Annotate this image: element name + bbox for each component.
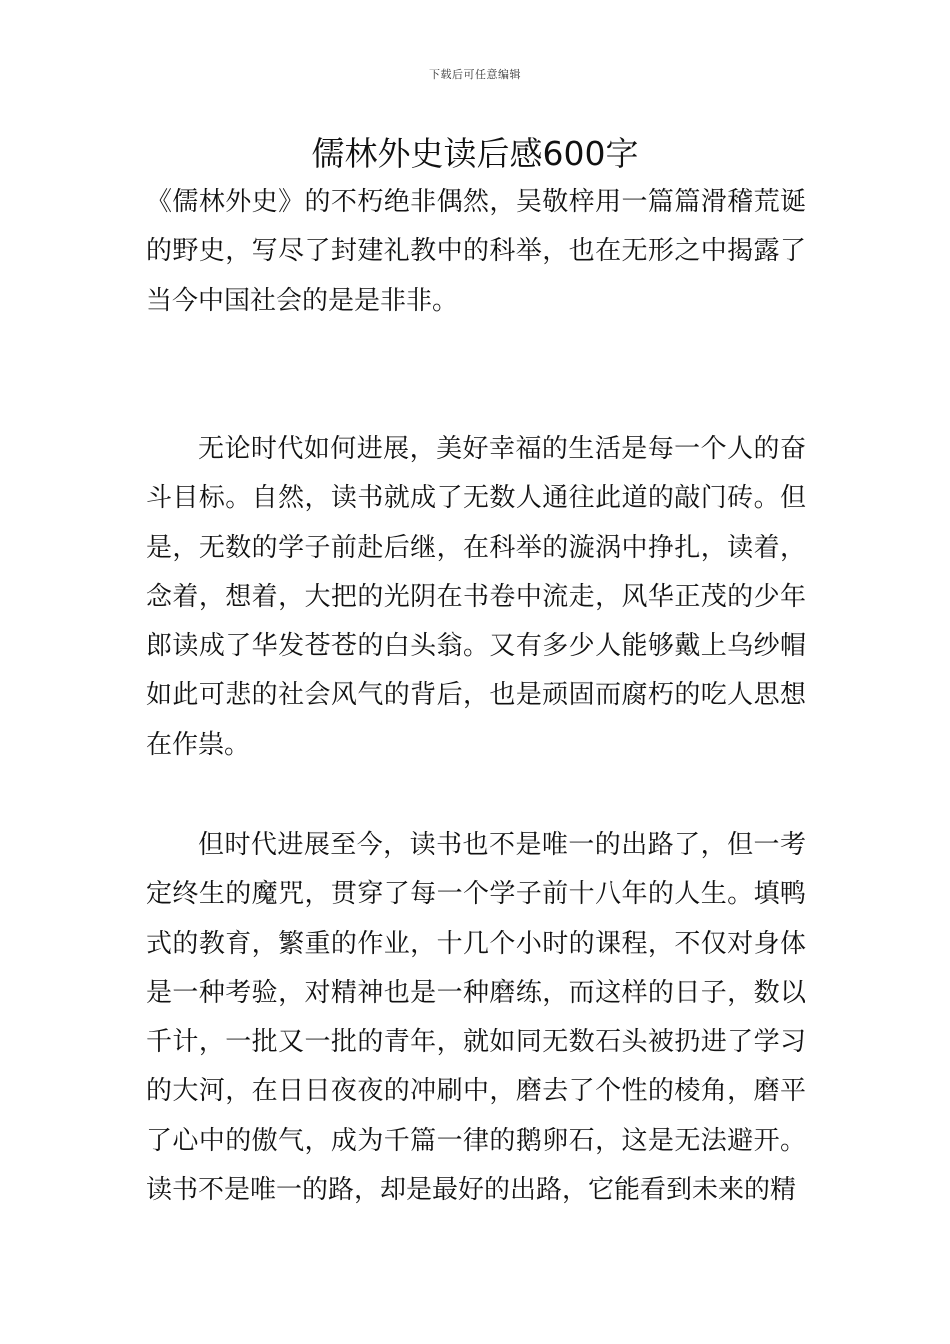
header-note: 下载后可任意编辑 — [429, 68, 521, 81]
page-title: 儒林外史读后感600字 — [311, 134, 639, 173]
paragraph-3: 但时代进展至今，读书也不是唯一的出路了，但一考定终生的魔咒，贯穿了每一个学子前十八年的人生。填鸭式的教育，繁重的作业，十几个小时的课程，不仅对身体是一种考验，对精神也是一种磨练，而这样的日子，数以千计，一批又一批的青年，就如同无数石头被扔进了学习的大河，在日日夜夜的冲刷中，磨去了个性的棱角，磨平了心中的傲气，成为千篇一律的鹅卵石，这是无法避开。读书不是唯一的路，却是最好的出路，它能看到未来的精 — [146, 830, 806, 1206]
paragraph-1: 《儒林外史》的不朽绝非偶然，吴敬梓用一篇篇滑稽荒诞的野史，写尽了封建礼教中的科举，也在无形之中揭露了当今中国社会的是是非非。 — [146, 187, 806, 316]
paragraph-2: 无论时代如何进展，美好幸福的生活是每一个人的奋斗目标。自然，读书就成了无数人通往此道的敲门砖。但是，无数的学子前赴后继，在科举的漩涡中挣扎，读着，念着，想着，大把的光阴在书卷中流走，风华正茂的少年郎读成了华发苍苍的白头翁。又有多少人能够戴上乌纱帽如此可悲的社会风气的背后，也是顽固而腐朽的吃人思想在作祟。 — [146, 434, 806, 760]
